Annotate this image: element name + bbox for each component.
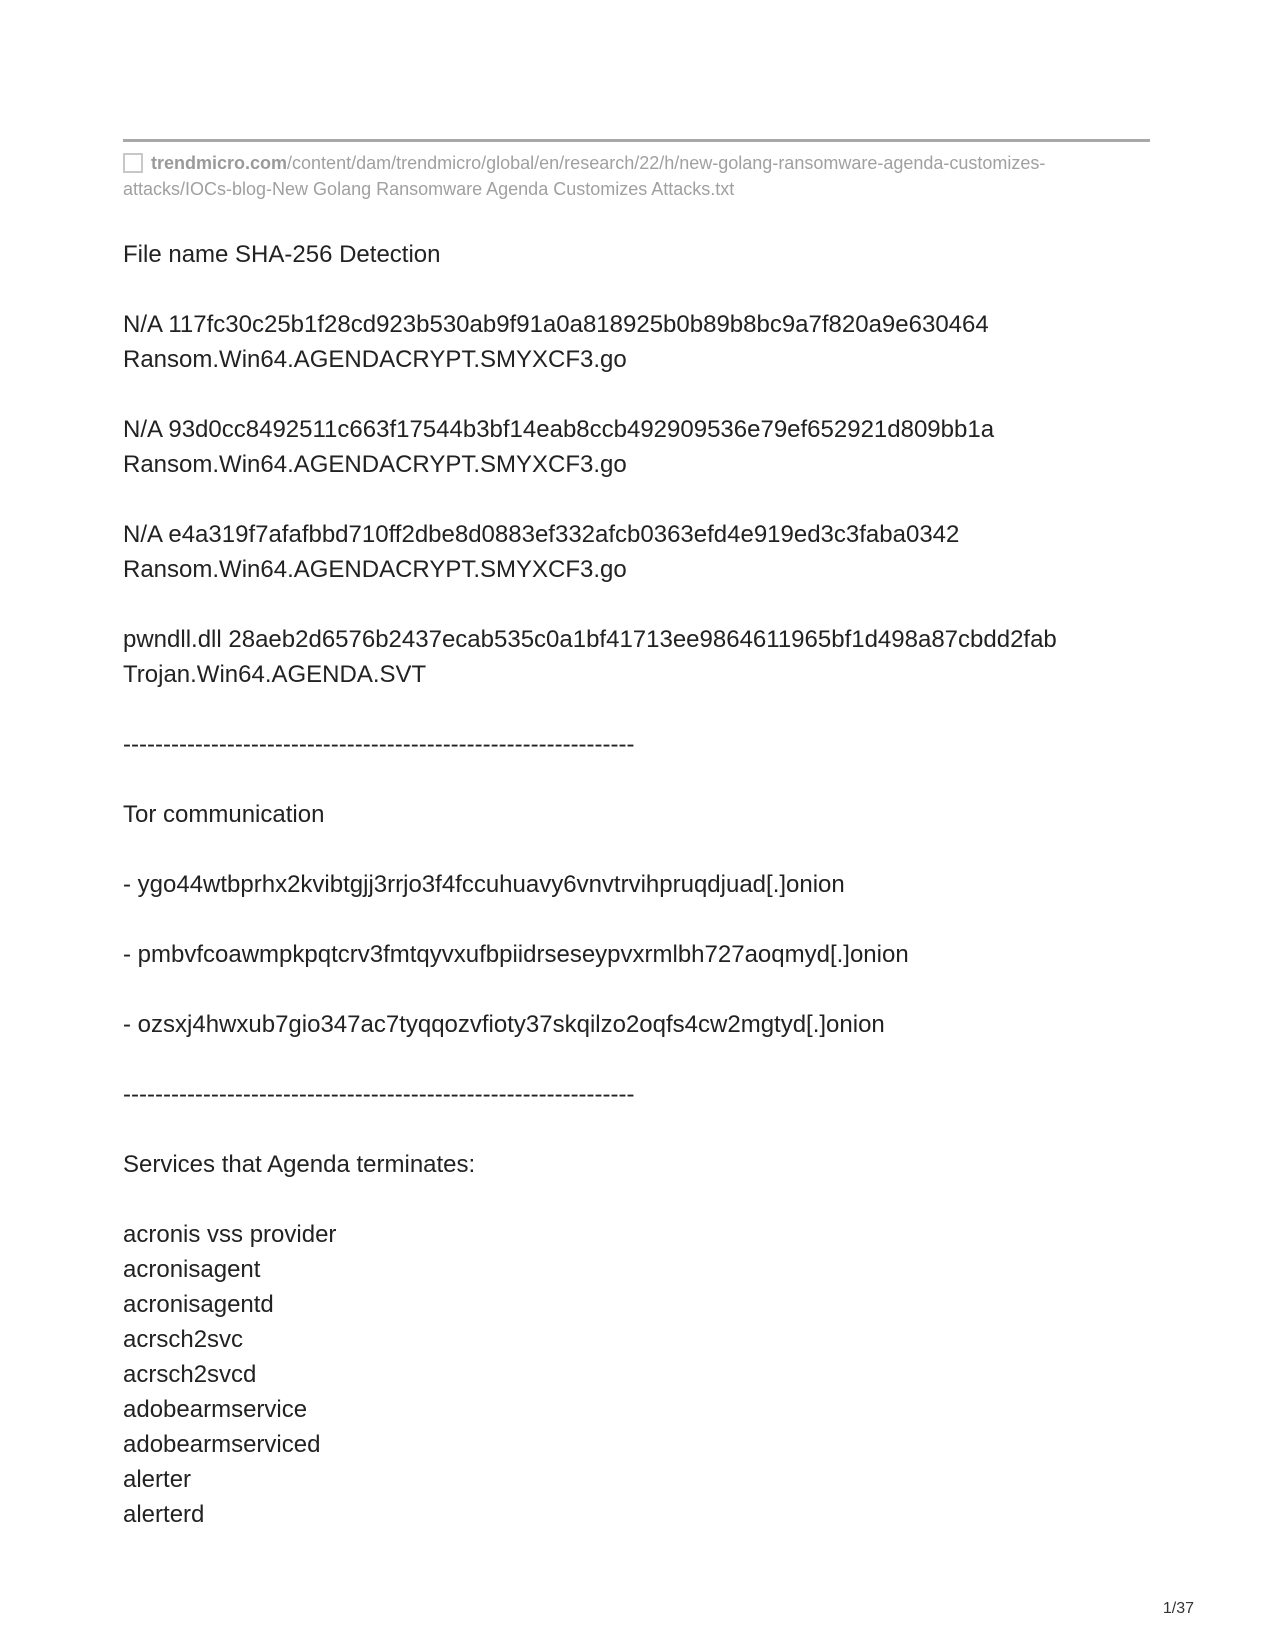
checkbox-icon[interactable] <box>123 153 143 173</box>
page-number: 1/37 <box>1162 1600 1194 1617</box>
tor-heading: Tor communication <box>123 801 325 828</box>
ioc-detection-line: Trojan.Win64.AGENDA.SVT <box>123 661 427 688</box>
tor-address: - pmbvfcoawmpkpqtcrv3fmtqyvxufbpiidrseseypvxrmlbh727aoqmyd[.]onion <box>123 941 909 968</box>
list-item: acrsch2svcd <box>123 1361 257 1388</box>
list-item: alerter <box>123 1466 192 1493</box>
services-heading: Services that Agenda terminates: <box>123 1151 476 1178</box>
list-item: acronisagentd <box>123 1291 274 1318</box>
source-path-continued: attacks/IOCs-blog-New Golang Ransomware Agenda Customizes Attacks.txt <box>123 179 735 199</box>
ioc-detection-line: Ransom.Win64.AGENDACRYPT.SMYXCF3.go <box>123 346 627 373</box>
ioc-hash-line: pwndll.dll 28aeb2d6576b2437ecab535c0a1bf41713ee9864611965bf1d498a87cbdd2fab <box>123 626 1057 653</box>
list-item: acronisagent <box>123 1256 261 1283</box>
tor-address: - ygo44wtbprhx2kvibtgjj3rrjo3f4fccuhuavy6vnvtrvihpruqdjuad[.]onion <box>123 871 845 898</box>
list-item: acrsch2svc <box>123 1326 244 1353</box>
table-header-line: File name SHA-256 Detection <box>123 241 441 268</box>
source-path: /content/dam/trendmicro/global/en/research/22/h/new-golang-ransomware-agenda-customizes- <box>287 153 1046 173</box>
document-body <box>123 237 1163 1567</box>
ioc-detection-line: Ransom.Win64.AGENDACRYPT.SMYXCF3.go <box>123 451 627 478</box>
ioc-entry <box>123 412 1163 482</box>
ioc-entry <box>123 307 1163 377</box>
services-list <box>123 1217 1163 1532</box>
ioc-detection-line: Ransom.Win64.AGENDACRYPT.SMYXCF3.go <box>123 556 627 583</box>
ioc-hash-line: N/A 93d0cc8492511c663f17544b3bf14eab8ccb492909536e79ef652921d809bb1a <box>123 416 995 443</box>
top-divider <box>123 139 1150 142</box>
source-domain: trendmicro.com <box>151 153 288 173</box>
tor-address: - ozsxj4hwxub7gio347ac7tyqqozvfioty37skqilzo2oqfs4cw2mgtyd[.]onion <box>123 1011 885 1038</box>
source-url[interactable] <box>123 150 1150 202</box>
list-item: alerterd <box>123 1501 205 1528</box>
ioc-entry <box>123 517 1163 587</box>
list-item: adobearmservice <box>123 1396 308 1423</box>
separator-line: ---------------------------------------------------------------- <box>123 731 635 758</box>
ioc-hash-line: N/A 117fc30c25b1f28cd923b530ab9f91a0a818925b0b89b8bc9a7f820a9e630464 <box>123 311 989 338</box>
ioc-entry <box>123 622 1163 692</box>
list-item: acronis vss provider <box>123 1221 337 1248</box>
separator-line: ---------------------------------------------------------------- <box>123 1081 635 1108</box>
ioc-hash-line: N/A e4a319f7afafbbd710ff2dbe8d0883ef332afcb0363efd4e919ed3c3faba0342 <box>123 521 960 548</box>
list-item: adobearmserviced <box>123 1431 321 1458</box>
